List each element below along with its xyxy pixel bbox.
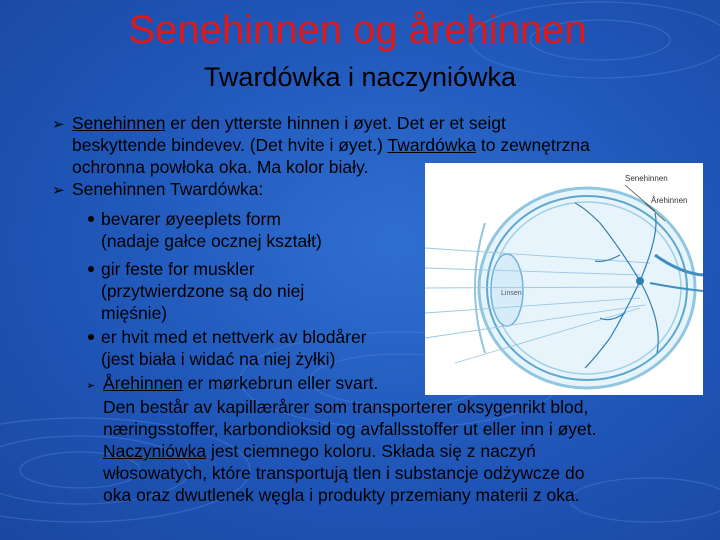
term-arehinnen: Årehinnen — [103, 373, 183, 393]
sub-4-line-3: næringsstoffer, karbondioksid og avfallsstoffer ut eller inn i øyet. — [103, 419, 597, 439]
sub-bullet-dot-icon — [88, 266, 94, 272]
sub-bullet-dot-icon — [88, 216, 94, 222]
sub-bullet-dot-icon — [88, 334, 94, 340]
term-naczyniowka: Naczyniówka — [103, 441, 207, 461]
bullet-2-line-1: Senehinnen Twardówka: — [72, 179, 264, 199]
term-senehinnen: Senehinnen — [72, 113, 166, 133]
sub-3-line-1: er hvit med et nettverk av blodårer — [101, 327, 367, 347]
bullet-arrow-icon: ➢ — [52, 116, 65, 133]
text-fragment: beskyttende bindevev. (Det hvite i øyet.) — [72, 135, 388, 155]
sub-2-line-1: gir feste for muskler — [101, 259, 255, 279]
term-twardowka: Twardówka — [387, 135, 476, 155]
sub-2-line-3: mięśnie) — [101, 303, 168, 323]
bullet-1-line-1 — [72, 112, 506, 134]
sub-4-line-1 — [103, 372, 378, 394]
slide-title: Senehinnen og årehinnen — [128, 8, 587, 52]
bullet-1-line-3: ochronna powłoka oka. Ma kolor biały. — [72, 157, 369, 177]
sub-1-line-2: (nadaje gałce ocznej kształt) — [101, 231, 322, 251]
sub-2-line-2: (przytwierdzone są do niej — [101, 281, 305, 301]
sub-4-line-2: Den består av kapillærårer som transporterer oksygenrikt blod, — [103, 397, 589, 417]
sub-bullet-arrow-icon: ➢ — [86, 380, 96, 392]
eye-label-sclera: Senehinnen — [625, 174, 668, 183]
text-fragment: er den ytterste hinnen i øyet. Det er et seigt — [165, 113, 506, 133]
sub-4-line-4 — [103, 440, 536, 462]
text-fragment: jest ciemnego koloru. Składa się z naczyń — [206, 441, 536, 461]
slide-subtitle: Twardówka i naczyniówka — [203, 62, 517, 92]
sub-1-line-1: bevarer øyeeplets form — [101, 209, 281, 229]
bullet-arrow-icon: ➢ — [52, 182, 65, 199]
eye-label-lens: Linsen — [501, 290, 522, 297]
eye-diagram — [425, 163, 703, 395]
bullet-1-line-2 — [72, 134, 590, 156]
text-fragment: to zewnętrzna — [476, 135, 590, 155]
sub-3-line-2: (jest biała i widać na niej żyłki) — [101, 349, 336, 369]
sub-4-line-6: oka oraz dwutlenek węgla i produkty przemiany materii z oka. — [103, 485, 580, 505]
text-fragment: er mørkebrun eller svart. — [182, 373, 379, 393]
eye-label-choroid: Årehinnen — [651, 196, 688, 205]
sub-4-line-5: włosowatych, które transportują tlen i substancje odżywcze do — [103, 463, 585, 483]
